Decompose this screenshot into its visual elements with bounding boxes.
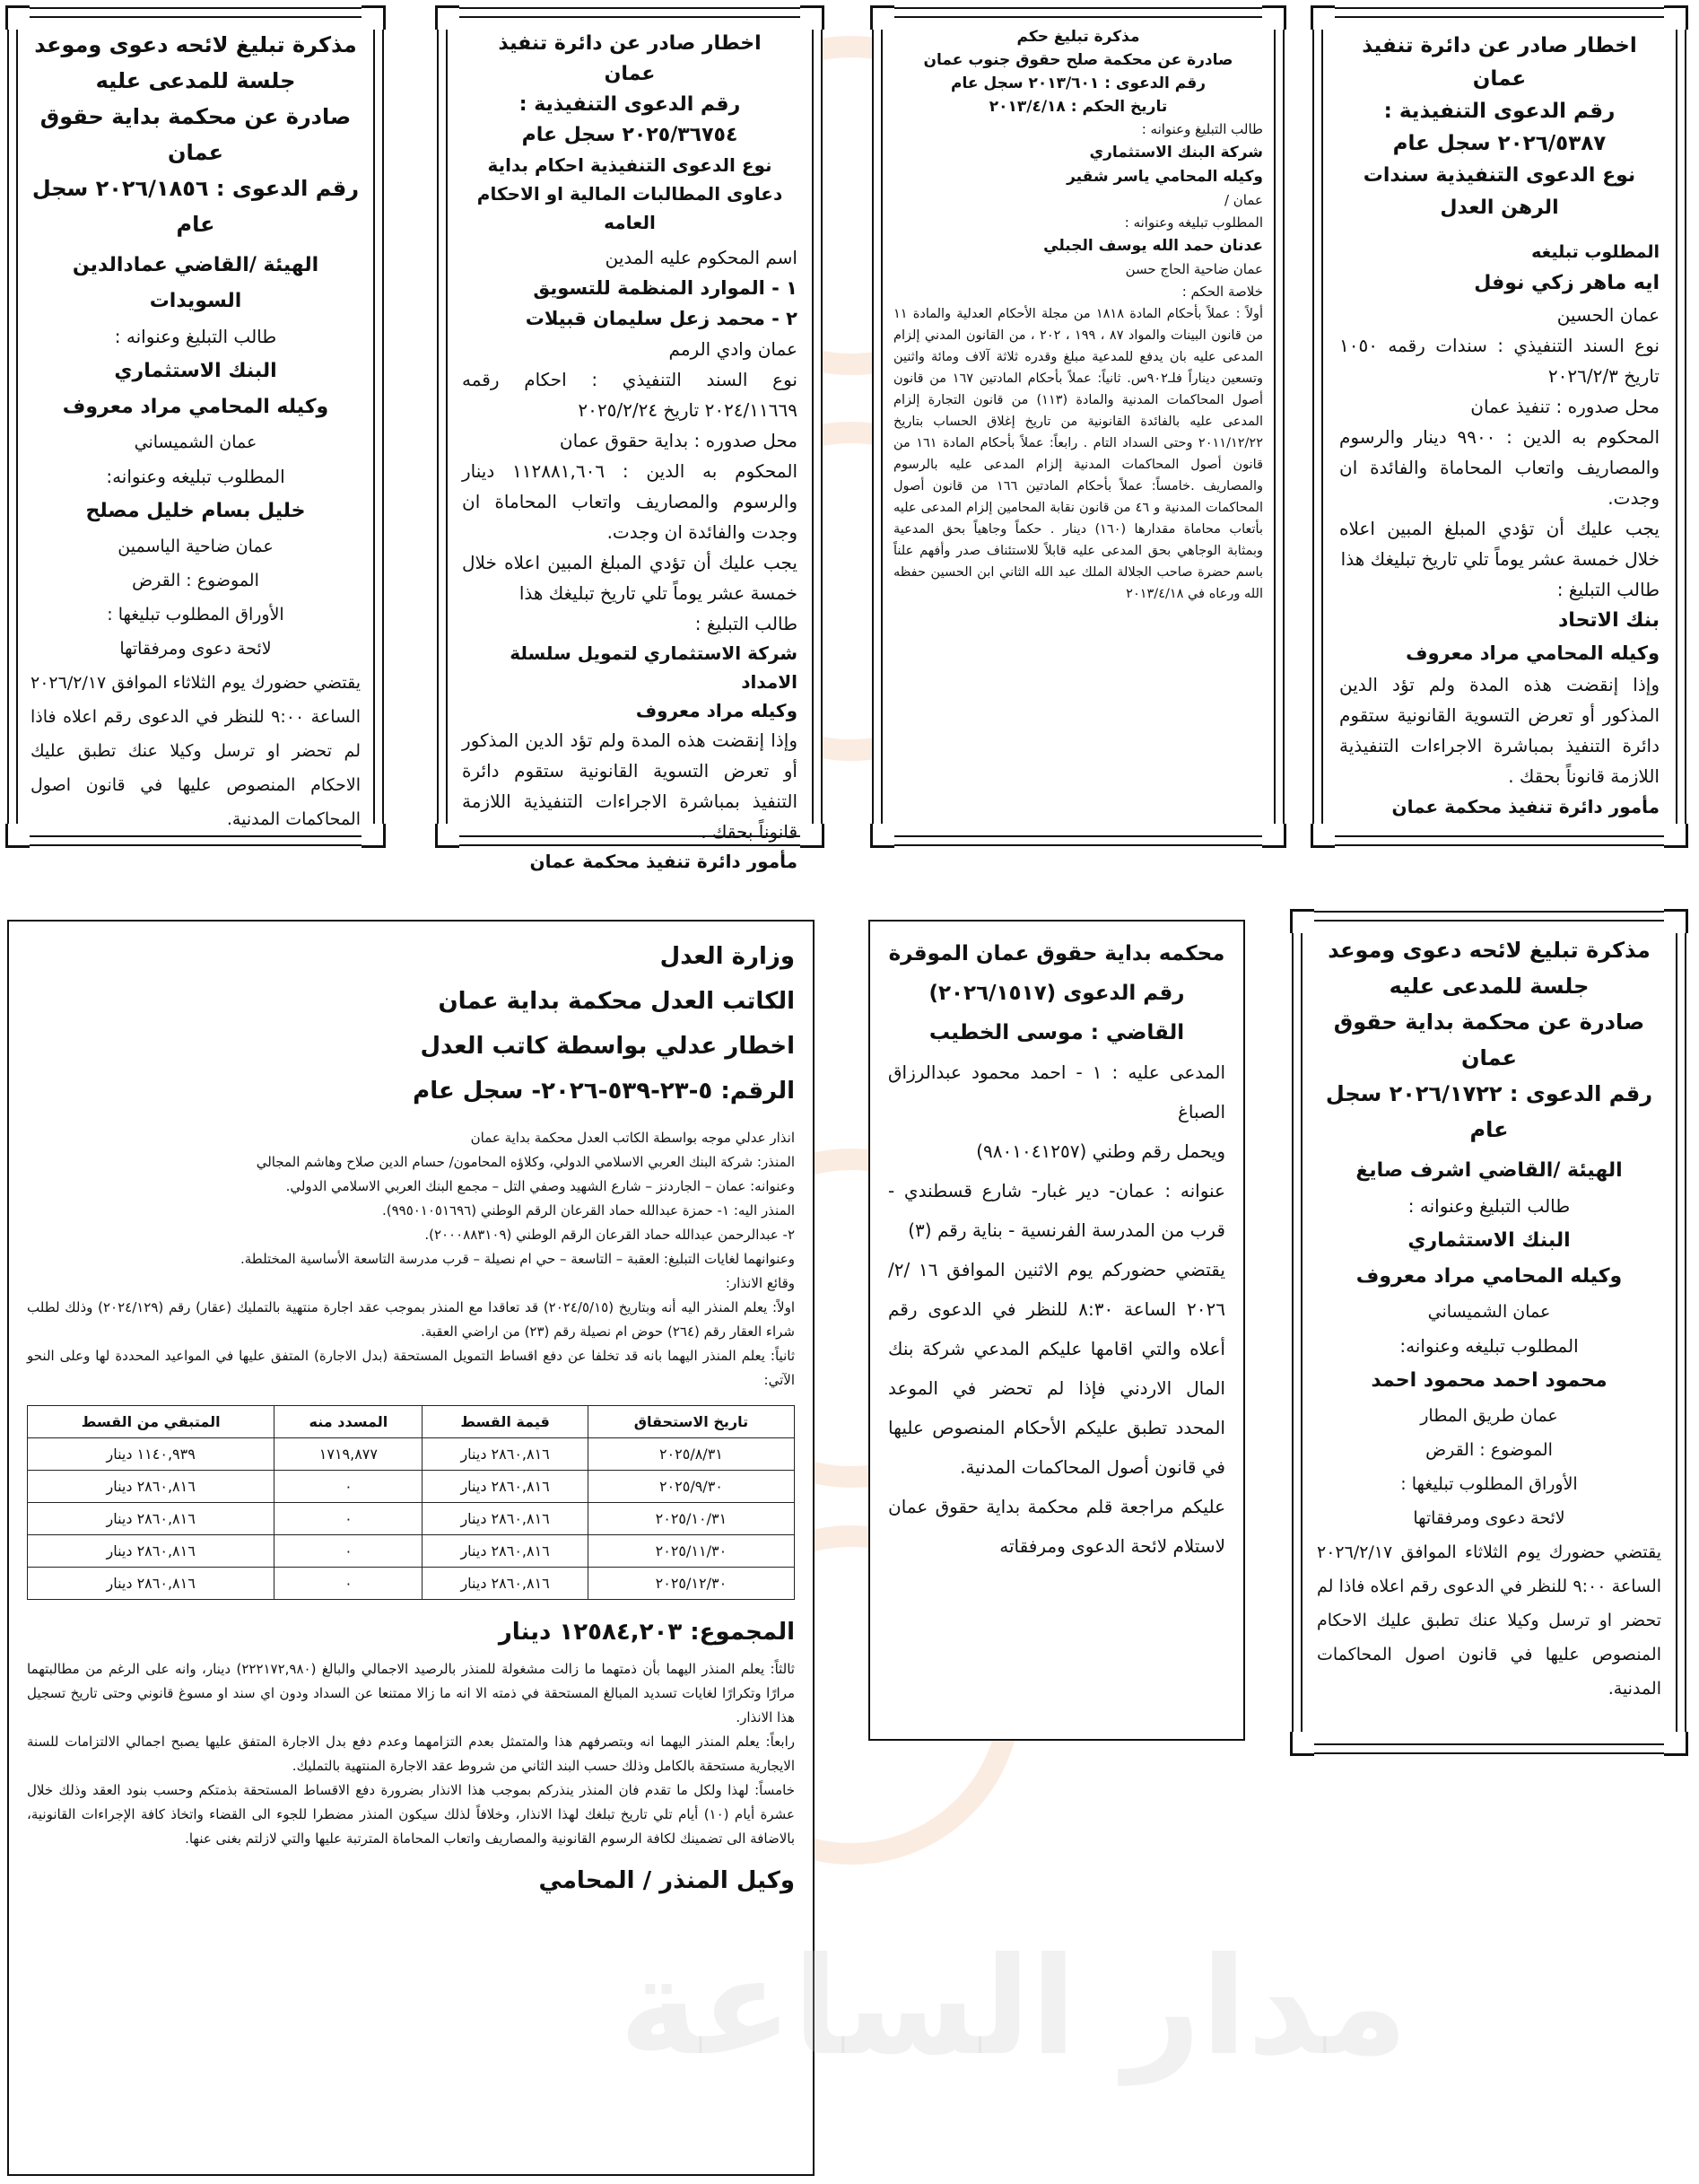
defendant: المدعى عليه : ١ - احمد محمود عبدالرزاق الصباغ bbox=[888, 1061, 1226, 1123]
notice-city: عمان bbox=[604, 63, 656, 85]
applicant-city: عمان / bbox=[1224, 192, 1263, 208]
notice-lawsuit-1856 bbox=[7, 7, 384, 846]
issue-place: محل صدوره : تنفيذ عمان bbox=[1470, 396, 1660, 417]
closing-text: عليكم مراجعة قلم محكمة بداية حقوق عمان لاستلام لائحة الدعوى ومرفقاته bbox=[888, 1496, 1225, 1557]
applicant-label: طالب التبليغ : bbox=[694, 613, 797, 634]
warner: المنذر: شركة البنك العربي الاسلامي الدولي، وكلاؤه المحامون/ حسام الدين صلاح وهاشم المجالي bbox=[256, 1154, 795, 1170]
requested-name: عدنان حمد الله يوسف الجبلي bbox=[1043, 237, 1263, 255]
court-name: صادرة عن محكمة بداية حقوق عمان bbox=[39, 104, 352, 165]
cell: ٢٨٦٠,٨١٦ دينار bbox=[423, 1568, 588, 1600]
table-row bbox=[28, 1438, 795, 1471]
closing-text: وإذا إنقضت هذه المدة ولم تؤد الدين المذكور أو تعرض التسوية القانونية ستقوم دائرة التنفيذ بمباشرة الاجراءات التنفيذية اللازمة قانوناً بحقك . bbox=[462, 729, 797, 843]
applicant-name: شركة الاستثماري لتمويل سلسلة الامداد bbox=[510, 642, 797, 693]
applicant-lawyer: وكيله المحامي ياسر شقير bbox=[1067, 168, 1263, 186]
subject: الموضوع : القرض bbox=[132, 571, 259, 590]
cell: ٢٨٦٠,٨١٦ دينار bbox=[423, 1503, 588, 1535]
applicant-lawyer: وكيله المحامي مراد معروف bbox=[1406, 642, 1660, 664]
judge-name: الهيئة /القاضي عمادالدين السويدات bbox=[72, 254, 319, 312]
notice-judgment-601 bbox=[872, 7, 1285, 846]
case-number: ٢٠٢٥/٣٦٧٥٤ سجل عام bbox=[521, 124, 738, 146]
cell: ٢٨٦٠,٨١٦ دينار bbox=[423, 1535, 588, 1568]
applicant-label: طالب التبليغ : bbox=[1556, 579, 1660, 600]
hearing-text: يقتضي حضوركم يوم الاثنين الموافق ١٦ /٢/ ٢٠٢٦ الساعة ٨:٣٠ للنظر في الدعوى رقم أعلاه والتي اقامها عليكم المدعي شركة بنك المال الاردني فإذا لم تحضر في الموعد المحدد تطبق عليكم الأحكام المنصوص عليها في قانون أصول المحاكمات المدنية. bbox=[888, 1259, 1225, 1478]
hearing-text: يقتضي حضورك يوم الثلاثاء الموافق ٢٠٢٦/٢/١٧ الساعة ٩:٠٠ للنظر في الدعوى رقم اعلاه فاذا لم تحضر او ترسل وكيلا عنك تطبق عليك الاحكام المنصوص عليها في قانون اصول المحاكمات المدنية. bbox=[30, 673, 361, 829]
case-type: نوع الدعوى التنفيذية احكام بداية دعاوى المطالبات المالية او الاحكام العامه bbox=[476, 154, 783, 233]
applicant-lawyer: وكيله المحامي مراد معروف bbox=[62, 396, 329, 418]
notice-city: عمان bbox=[1472, 67, 1527, 91]
cell: ١١٤٠,٩٣٩ دينار bbox=[28, 1438, 274, 1471]
notice-number: الرقم: ٥-٢٣-٥٣٩-٢٠٢٦- سجل عام bbox=[413, 1078, 795, 1105]
col-remaining: المتبقي من القسط bbox=[28, 1406, 274, 1438]
notice-intro: انذار عدلي موجه بواسطة الكاتب العدل محكمة بداية عمان bbox=[470, 1130, 795, 1146]
defendant-address: عنوانه : عمان- دير غبار- شارع قسطندي - قرب من المدرسة الفرنسية - بناية رقم (٣) bbox=[888, 1180, 1225, 1241]
applicant-address: عمان الشميساني bbox=[1427, 1302, 1551, 1322]
cell: ٢٠٢٥/٩/٣٠ bbox=[588, 1471, 794, 1503]
cell: ٢٨٦٠,٨١٦ دينار bbox=[423, 1471, 588, 1503]
cell: ٢٨٦٠,٨١٦ دينار bbox=[28, 1503, 274, 1535]
requested-label: المطلوب تبليغه وعنوانه: bbox=[106, 466, 285, 487]
notary-office: الكاتب العدل محكمة بداية عمان bbox=[438, 988, 795, 1015]
subject: الموضوع : القرض bbox=[1425, 1440, 1553, 1460]
table-row bbox=[28, 1503, 795, 1535]
papers: لائحة دعوى ومرفقاتها bbox=[119, 639, 272, 659]
issue-place: محل صدوره : بداية حقوق عمان bbox=[559, 430, 797, 451]
court-name: صادرة عن محكمة بداية حقوق عمان bbox=[1333, 1009, 1645, 1070]
signature: مأمور دائرة تنفيذ محكمة عمان bbox=[1391, 796, 1660, 817]
cell: ٢٠٢٥/١٢/٣٠ bbox=[588, 1568, 794, 1600]
applicant-lawyer: وكيله مراد معروف bbox=[635, 700, 797, 721]
warner-address: وعنوانه: عمان – الجاردنز – شارع الشهيد وصفي التل – مجمع البنك العربي الاسلامي الدولي. bbox=[285, 1178, 795, 1194]
payment-notice: يجب عليك أن تؤدي المبلغ المبين اعلاه خلال خمسة عشر يوماً تلي تاريخ تبليغك هذا bbox=[1339, 518, 1660, 570]
papers-label: الأوراق المطلوب تبليغها : bbox=[1400, 1474, 1578, 1494]
applicant-label: طالب التبليغ وعنوانه : bbox=[1141, 121, 1263, 137]
applicant-name: شركة البنك الاستثماري bbox=[1089, 144, 1263, 162]
judgment-amount: المحكوم به الدين : ١١٢٨٨١,٦٠٦ دينار والرسوم والمصاريف واتعاب المحاماة ان وجدت والفائدة ان وجدت. bbox=[462, 460, 797, 543]
notice-notary-warning bbox=[7, 920, 815, 2176]
bond-type: نوع السند التنفيذي : سندات رقمه ١٠٥٠ تاريخ ٢٠٢٦/٢/٣ bbox=[1339, 335, 1660, 387]
applicant-name: بنك الاتحاد bbox=[1558, 609, 1660, 632]
applicant-label: طالب التبليغ وعنوانه : bbox=[1407, 1195, 1571, 1217]
judgment-summary: أولاً : عملاً بأحكام المادة ١٨١٨ من مجلة الأحكام العدلية والمادة ١١ من قانون البينات والمواد ٨٧ ، ١٩٩ ، ٢٠٢ ، من القانون المدني إلزام المدعى عليه بان يدفع للمدعية مبلغ وقدره ثلاثة آلاف ومائة واثنين وتسعين ديناراً فلـ٩٠٢س. ثانياً: عملاً بأحكام المادتين ١٦٧ من قانون أصول المحاكمات المدنية والمادة (١١٣) من قانون التجارة إلزام المدعى عليه بالفائدة القانونية من تاريخ إغلاق الحساب بتاريخ ٢٠١١/١٢/٢٢ وحتى السداد التام . رابعاً: عملاً بأحكام المادة ١٦١ من قانون أصول المحاكمات المدنية إلزام المدعى عليه بالرسوم والمصاريف .خامساً: عملاً بأحكام المادتين ١٦٦ من قانون أصول المحاكمات المدنية و ٤٦ من قانون نقابة المحامين إلزام المدعى عليه بأتعاب محاماة مقدارها (١٦٠) دينار . حكماً وجاهياً بحق المدعية وبمثابة الوجاهي بحق المدعى عليه قابلاً للاستئناف صدر وأفهم علناً باسم حضرة صاحب الجلالة الملك عبد الله الثاني ابن الحسين حفظه الله ورعاه في ٢٠١٣/٤/١٨ bbox=[893, 307, 1264, 601]
debtor-2: ٢ - محمد زعل سليمان قبيلات bbox=[525, 308, 797, 329]
col-installment-value: قيمة القسط bbox=[423, 1406, 588, 1438]
requested-label: المطلوب تبليغه وعنوانه: bbox=[1399, 1335, 1579, 1357]
judgment-date: تاريخ الحكم : ٢٠١٣/٤/١٨ bbox=[989, 98, 1168, 116]
closing-text: وإذا إنقضت هذه المدة ولم تؤد الدين المذكور أو تعرض التسوية القانونية ستقوم دائرة التنفيذ بمباشرة الاجراءات التنفيذية اللازمة قانوناً بحقك . bbox=[1339, 674, 1660, 787]
judgment-amount: المحكوم به الدين : ٩٩٠٠ دينار والرسوم والمصاريف واتعاب المحاماة والفائدة ان وجدت. bbox=[1339, 426, 1660, 509]
cell: ٠ bbox=[274, 1471, 423, 1503]
notice-execution-36754 bbox=[437, 7, 823, 872]
table-row bbox=[28, 1568, 795, 1600]
installments-table bbox=[27, 1405, 795, 1600]
table-row bbox=[28, 1535, 795, 1568]
notice-title: اخطار صادر عن دائرة تنفيذ bbox=[1362, 34, 1637, 57]
applicant-name: البنك الاستثماري bbox=[114, 360, 277, 382]
requested-address: عمان ضاحية الياسمين bbox=[118, 537, 274, 556]
col-due-date: تاريخ الاستحقاق bbox=[588, 1406, 794, 1438]
total-amount: المجموع: ١٢٥٨٤,٢٠٣ دينار bbox=[498, 1619, 795, 1646]
watermark-text: مدار الساعة bbox=[619, 1929, 1408, 2085]
requested-name: خليل بسام خليل مصلح bbox=[85, 500, 306, 522]
notice-title: مذكرة تبليغ لائحه دعوى وموعد جلسة للمدعى عليه bbox=[34, 32, 357, 93]
cell: ٢٨٦٠,٨١٦ دينار bbox=[28, 1568, 274, 1600]
applicant-name: البنك الاستثماري bbox=[1407, 1229, 1571, 1252]
cell: ٢٠٢٥/٨/٣١ bbox=[588, 1438, 794, 1471]
cell: ٢٨٦٠,٨١٦ دينار bbox=[423, 1438, 588, 1471]
national-id: ويحمل رقم وطني (٩٨٠١٠٤١٢٥٧) bbox=[976, 1140, 1225, 1162]
notice-title: مذكرة تبليغ لائحه دعوى وموعد جلسة للمدعى عليه bbox=[1328, 938, 1651, 999]
debtor-address: عمان وادي الرمم bbox=[668, 338, 797, 360]
table-header-row bbox=[28, 1406, 795, 1438]
debtor-label: اسم المحكوم عليه المدين bbox=[605, 247, 797, 268]
cell: ٢٨٦٠,٨١٦ دينار bbox=[28, 1471, 274, 1503]
case-number: رقم الدعوى : ٢٠٢٦/١٧٢٢ سجل عام bbox=[1325, 1081, 1653, 1142]
case-label: رقم الدعوى التنفيذية : bbox=[518, 93, 741, 116]
applicant-address: عمان الشميساني bbox=[134, 432, 257, 452]
cell: ٠ bbox=[274, 1503, 423, 1535]
court-name: محكمه بداية حقوق عمان الموقرة bbox=[888, 942, 1225, 965]
signature: وكيل المنذر / المحامي bbox=[538, 1867, 795, 1894]
bond-type: نوع السند التنفيذي : احكام رقمه ٢٠٢٤/١١٦٦٩ تاريخ ٢٠٢٥/٢/٢٤ bbox=[462, 369, 797, 421]
table-row bbox=[28, 1471, 795, 1503]
debtor-1: ١ - الموارد المنظمة للتسويق bbox=[533, 277, 797, 299]
case-number: رقم الدعوى : ٢٠٢٦/١٨٥٦ سجل عام bbox=[31, 176, 360, 237]
case-number: رقم الدعوى : ٢٠١٣/٦٠١ سجل عام bbox=[951, 74, 1206, 92]
requested-name: ايه ماهر زكي نوفل bbox=[1474, 272, 1660, 294]
notice-title: اخطار صادر عن دائرة تنفيذ bbox=[498, 32, 762, 55]
warned-party-2: ٢- عبدالرحمن عبدالله حماد القرعان الرقم الوطني (٢٠٠٠٨٨٣١٠٩). bbox=[424, 1227, 795, 1243]
ministry-name: وزارة العدل bbox=[659, 943, 795, 970]
requested-label: المطلوب تبليغه bbox=[1531, 242, 1660, 262]
notice-title: اخطار عدلي بواسطة كاتب العدل bbox=[420, 1033, 795, 1060]
cell: ٠ bbox=[274, 1535, 423, 1568]
requested-address: عمان طريق المطار bbox=[1420, 1406, 1558, 1426]
facts-label: وقائع الانذار: bbox=[725, 1275, 795, 1291]
notice-execution-5387 bbox=[1312, 7, 1686, 846]
cell: ٢٠٢٥/١١/٣٠ bbox=[588, 1535, 794, 1568]
cell: ٢٠٢٥/١٠/٣١ bbox=[588, 1503, 794, 1535]
notice-lawsuit-1722 bbox=[1292, 911, 1686, 1754]
notice-title: مذكرة تبليغ حكم bbox=[1016, 28, 1140, 46]
cell: ٠ bbox=[274, 1568, 423, 1600]
case-type: نوع الدعوى التنفيذية سندات الرهن العدل bbox=[1363, 164, 1636, 219]
requested-label: المطلوب تبليغه وعنوانه : bbox=[1124, 214, 1263, 231]
fact-second: ثانياً: يعلم المنذر اليهما بانه قد تخلفا عن دفع اقساط التمويل المستحقة (بدل الاجارة) المتفق عليها في المواعيد المحددة لها وعلى النحو الآتي: bbox=[27, 1348, 795, 1388]
requested-name: محمود احمد محمود احمد bbox=[1371, 1369, 1608, 1392]
applicant-label: طالب التبليغ وعنوانه : bbox=[114, 326, 277, 347]
case-number: رقم الدعوى (٢٠٢٦/١٥١٧) bbox=[928, 982, 1185, 1005]
applicant-lawyer: وكيله المحامي مراد معروف bbox=[1355, 1265, 1623, 1288]
judge-name: القاضي : موسى الخطيب bbox=[928, 1021, 1185, 1044]
case-label: رقم الدعوى التنفيذية : bbox=[1383, 100, 1616, 123]
fact-first: اولاً: يعلم المنذر اليه أنه وبتاريخ (٢٠٢٤/٥/١٥) قد تعاقدا مع المنذر بموجب عقد اجارة منتهية بالتمليك (عقار) رقم (٢٠٢٤/١٢٩) وذلك لطلب شراء العقار رقم (٢٦٤) حوض ام نصيلة رقم (٢٣) من اراضي العقبة. bbox=[27, 1299, 795, 1340]
fact-fifth: خامساً: لهذا ولكل ما تقدم فان المنذر ينذركم بموجب هذا الانذار بضرورة دفع الاقساط المستحقة بذمتكم وحسب بنود العقد وذلك خلال عشرة أيام (١٠) أيام تلي تاريخ تبلغك لهذا الانذار، وخلافاً لذلك سيكون المنذر مضطرا للجوء الى القضاء واتخاذ كافة الإجراءات القانونية، بالاضافة الى تضمينك لكافة الرسوم القانونية والمصاريف واتعاب المحاماة المترتبة عليها والتي لازلتم بغنى عنها. bbox=[27, 1782, 795, 1847]
notify-address: وعنوانهما لغايات التبليغ: العقبة – التاسعة – حي ام نصيلة – قرب مدرسة التاسعة الأساسية المختلطة. bbox=[240, 1251, 795, 1267]
case-number: ٢٠٢٦/٥٣٨٧ سجل عام bbox=[1392, 132, 1607, 155]
payment-notice: يجب عليك أن تؤدي المبلغ المبين اعلاه خلال خمسة عشر يوماً تلي تاريخ تبليغك هذا bbox=[462, 552, 797, 604]
fact-fourth: رابعاً: يعلم المنذر اليهما انه وبتصرفهم هذا والمتمثل بعدم التزامهما وعدم دفع بدل الاجارة المتفق عليها يصبح اجمالي الالتزامات للسنة الايجارية مستحقة بالكامل وذلك حسب البند الثاني من شروط عقد الاجارة المنتهية بالتمليك. bbox=[27, 1734, 795, 1774]
judge-name: الهيئة /القاضي اشرف صايغ bbox=[1355, 1159, 1623, 1182]
court-name: صادرة عن محكمة صلح حقوق جنوب عمان bbox=[923, 51, 1233, 69]
papers: لائحة دعوى ومرفقاتها bbox=[1413, 1508, 1565, 1528]
summary-label: خلاصة الحكم : bbox=[1181, 284, 1263, 300]
cell: ١٧١٩,٨٧٧ bbox=[274, 1438, 423, 1471]
requested-address: عمان ضاحية الحاج حسن bbox=[1125, 261, 1263, 277]
fact-third: ثالثاً: يعلم المنذر اليهما بأن ذمتهما ما زالت مشغولة للمنذر بالرصيد الاجمالي والبالغ (٢٢٢١٧٢,٩٨٠) دينار، وانه على الرغم من مطالبتهما مرارًا وتكرارًا لغايات تسديد المبالغ المستحقة في ذمته الا انه ما زالا ممتنعا عن السداد ودون اي سند او مسوغ قانوني وحتى تاريخ تسجيل هذا الانذار. bbox=[27, 1661, 795, 1725]
cell: ٢٨٦٠,٨١٦ دينار bbox=[28, 1535, 274, 1568]
col-paid: المسدد منه bbox=[274, 1406, 423, 1438]
warned-party-1: المنذر اليه: ١- حمزة عبدالله حماد القرعان الرقم الوطني (٩٩٥٠١٠٥١٦٩٦). bbox=[381, 1202, 795, 1219]
signature: مأمور دائرة تنفيذ محكمة عمان bbox=[529, 851, 797, 872]
papers-label: الأوراق المطلوب تبليغها : bbox=[107, 605, 284, 625]
hearing-text: يقتضي حضورك يوم الثلاثاء الموافق ٢٠٢٦/٢/١٧ الساعة ٩:٠٠ للنظر في الدعوى رقم اعلاه فاذا لم تحضر او ترسل وكيلا عنك تطبق عليك الاحكام المنصوص عليها في قانون اصول المحاكمات المدنية. bbox=[1317, 1542, 1662, 1699]
notice-lawsuit-1517 bbox=[868, 920, 1245, 1741]
requested-address: عمان الحسين bbox=[1556, 304, 1660, 326]
